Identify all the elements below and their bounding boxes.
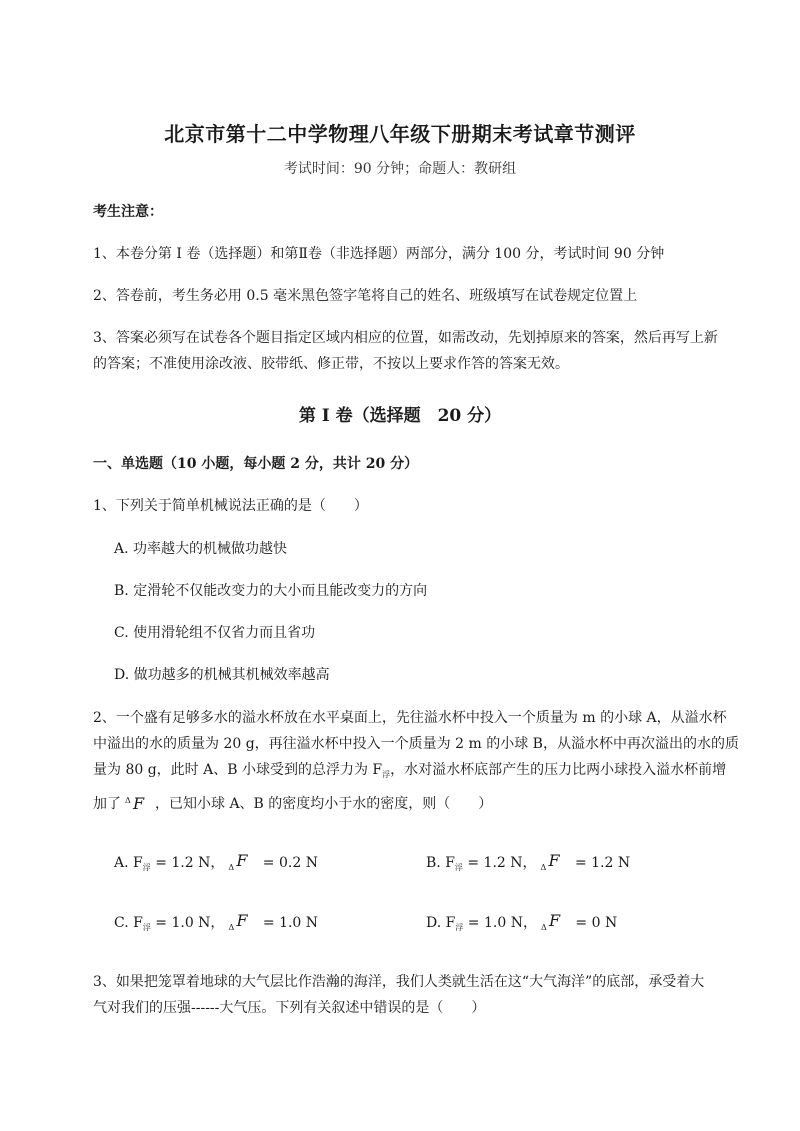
option-b-label: B. F [426,855,455,871]
f-glyph: F [133,794,145,813]
section-title: 第 I 卷（选择题 20 分） [298,406,502,426]
f-glyph: F [236,851,248,870]
notice-item-3: 3、答案必须写在试卷各个题目指定区域内相应的位置，如需改动，先划掉原来的答案，然后再写上新 [93,330,718,346]
option-a-buoyancy: = 1.2 N， [155,855,225,871]
part-heading: 一、单选题（10 小题，每小题 2 分，共计 20 分） [93,456,419,472]
question-2-line-3 [93,758,727,787]
question-1-option-c: C. 使用滑轮组不仅省力而且省功 [114,625,316,641]
question-3-line-2: 气对我们的压强------大气压。下列有关叙述中错误的是（ ） [93,1000,486,1016]
option-a-label: A. F [114,855,143,871]
notice-item-2: 2、答卷前，考生务必用 0.5 毫米黑色签字笔将自己的姓名、班级填写在试卷规定位置上 [93,288,638,304]
delta-glyph: Δ [540,923,547,932]
option-d-label: D. F [426,915,456,931]
question-1-option-a: A. 功率越大的机械做功越快 [114,541,288,557]
f-glyph: F [236,911,248,930]
delta-glyph: Δ [228,923,235,932]
notice-item-1: 1、本卷分第 I 卷（选择题）和第Ⅱ卷（非选择题）两部分，满分 100 分，考试时间 90 分钟 [93,246,665,262]
option-c-label: C. F [114,915,143,931]
delta-f-symbol [540,851,567,872]
question-2-option-c [114,912,318,933]
delta-glyph: Δ [228,863,235,872]
buoyancy-subscript: 浮 [382,770,391,779]
question-1-stem: 1、下列关于简单机械说法正确的是（ ） [93,498,368,514]
question-3-line-1: 3、如果把笼罩着地球的大气层比作浩瀚的海洋，我们人类就生活在这“大气海洋”的底部，承受着大 [93,974,705,990]
option-a-delta-force: = 0.2 N [262,855,318,871]
delta-f-symbol [228,851,254,872]
option-c-delta-force: = 1.0 N [262,915,319,931]
delta-glyph: Δ [540,863,547,872]
question-2-line-4-tail: ，已知小球 A、B 的密度均小于水的密度，则（ ） [155,796,493,812]
question-2-option-a [114,852,318,873]
question-2-line-3-tail: ，水对溢水杯底部产生的压力比两小球投入溢水杯前增 [390,762,727,778]
delta-f-symbol [125,794,151,813]
buoyancy-subscript: 浮 [455,923,464,932]
option-b-delta-force: = 1.2 N [574,855,631,871]
question-2-option-b [426,852,630,873]
notice-item-3-cont: 的答案；不准使用涂改液、胶带纸、修正带，不按以上要求作答的答案无效。 [93,356,569,372]
buoyancy-subscript: 浮 [142,923,151,932]
buoyancy-subscript: 浮 [454,863,463,872]
exam-info: 考试时间：90 分钟；命题人：教研组 [283,161,517,177]
question-1-option-d: D. 做功越多的机械其机械效率越高 [114,667,330,683]
question-2-line-1: 2、一个盛有足够多水的溢水杯放在水平桌面上，先往溢水杯中投入一个质量为 m 的小球 A，从溢水杯 [93,710,727,726]
option-d-delta-force: = 0 N [575,915,618,931]
question-2-line-2: 中溢出的水的质量为 20 g，再往溢水杯中投入一个质量为 2 m 的小球 B，从溢水杯中再次溢出的水的质 [93,736,739,752]
question-2-line-3-text: 量为 80 g，此时 A、B 小球受到的总浮力为 F [93,762,383,778]
option-c-buoyancy: = 1.0 N， [155,915,225,931]
f-glyph: F [548,911,561,930]
question-2-line-4 [93,792,713,816]
question-1-option-b: B. 定滑轮不仅能改变力的大小而且能改变力的方向 [114,583,428,599]
question-2-line-4-head: 加了 [93,796,121,812]
f-glyph: F [548,851,560,870]
question-2-option-d [426,912,617,933]
buoyancy-subscript: 浮 [142,863,151,872]
page-title: 北京市第十二中学物理八年级下册期末考试章节测评 [164,122,636,146]
option-b-buoyancy: = 1.2 N， [467,855,537,871]
delta-glyph: Δ [125,796,131,805]
delta-f-symbol [540,911,567,932]
delta-f-symbol [228,911,254,932]
option-d-buoyancy: = 1.0 N， [467,915,537,931]
notice-heading: 考生注意： [93,204,163,220]
